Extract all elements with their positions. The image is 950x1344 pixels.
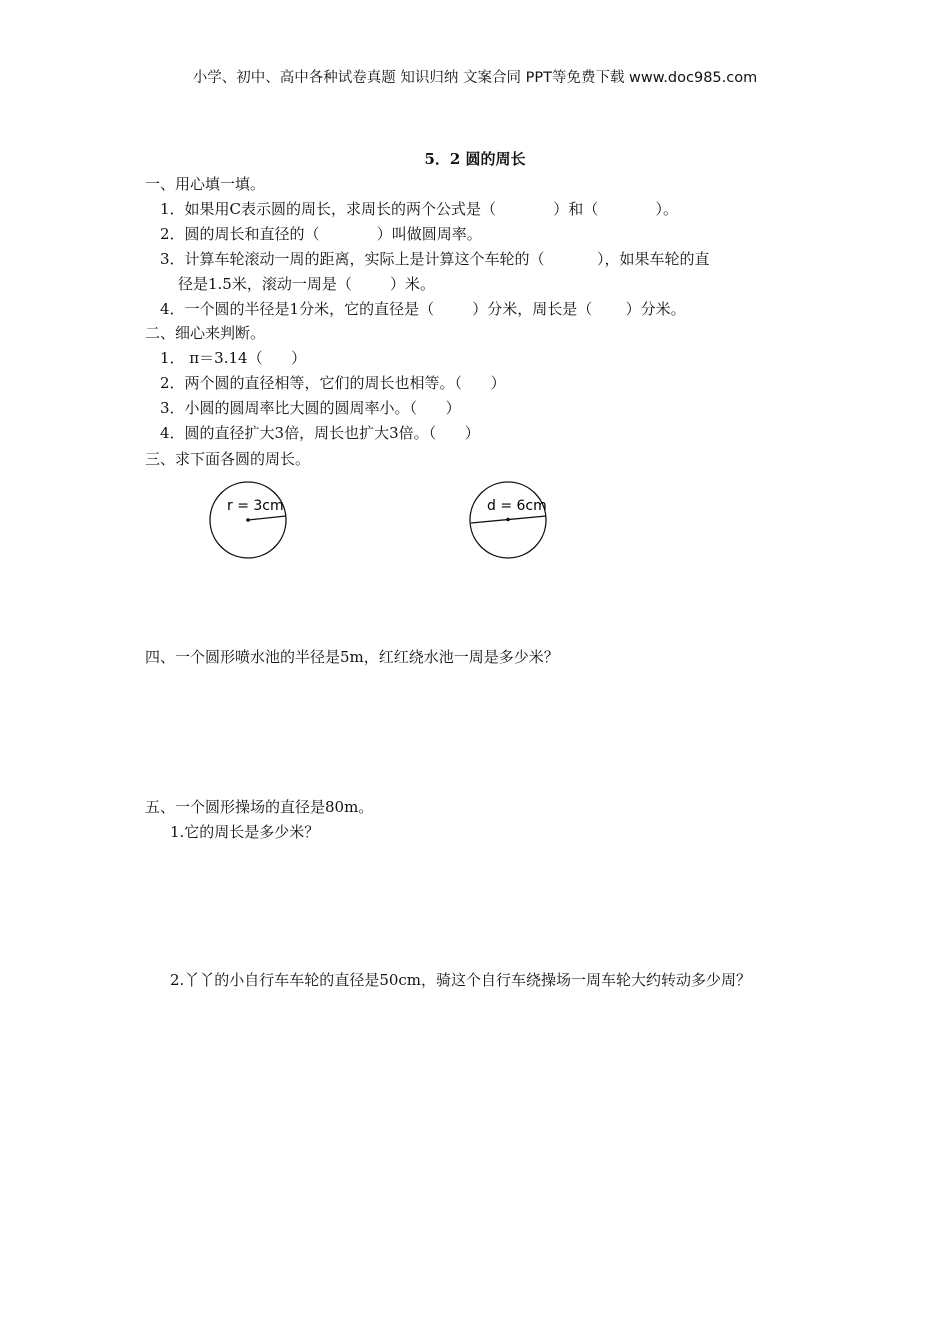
- circle-2-label: d = 6cm: [487, 498, 547, 514]
- circle-radius-figure: [205, 480, 295, 564]
- section5-question-2: 2.丫丫的小自行车车轮的直径是50cm，骑这个自行车绕操场一周车轮大约转动多少周？: [170, 971, 752, 989]
- section2-heading: 二、细心来判断。: [145, 324, 266, 342]
- page-header: 小学、初中、高中各种试卷真题 知识归纳 文案合同 PPT等免费下载 www.doc985.com: [192, 70, 758, 86]
- worksheet-title: 5．2 圆的周长: [424, 150, 526, 168]
- circle-2-center-dot: [506, 518, 510, 522]
- section1-question-1: 1．如果用C表示圆的周长，求周长的两个公式是（ ）和（ ）。: [160, 200, 678, 218]
- section3-heading: 三、求下面各圆的周长。: [145, 450, 311, 468]
- section2-question-3: 3．小圆的圆周率比大圆的圆周率小。（ ）: [160, 399, 461, 417]
- section1-heading: 一、用心填一填。: [145, 175, 266, 193]
- section1-question-4: 4．一个圆的半径是1分米，它的直径是（ ）分米，周长是（ ）分米。: [160, 300, 686, 318]
- section5-question-1: 1.它的周长是多少米？: [170, 823, 320, 841]
- section1-question-3-line1: 3．计算车轮滚动一周的距离，实际上是计算这个车轮的（ ），如果车轮的直: [160, 250, 710, 268]
- section2-question-2: 2．两个圆的直径相等，它们的周长也相等。（ ）: [160, 374, 506, 392]
- circle-1-label: r = 3cm: [227, 498, 284, 514]
- section1-question-3-line2: 径是1.5米，滚动一周是（ ）米。: [178, 275, 436, 293]
- section4-heading: 四、一个圆形喷水池的半径是5m，红红绕水池一周是多少米？: [145, 648, 559, 666]
- circle-1-radius-line: [248, 516, 286, 520]
- section1-question-2: 2．圆的周长和直径的（ ）叫做圆周率。: [160, 225, 482, 243]
- section2-question-4: 4．圆的直径扩大3倍，周长也扩大3倍。（ ）: [160, 424, 480, 442]
- section5-heading: 五、一个圆形操场的直径是80m。: [145, 798, 374, 816]
- circle-1-center-dot: [246, 518, 250, 522]
- circle-diameter-figure: [465, 480, 555, 564]
- section2-question-1: 1． π＝3.14（ ）: [160, 349, 307, 367]
